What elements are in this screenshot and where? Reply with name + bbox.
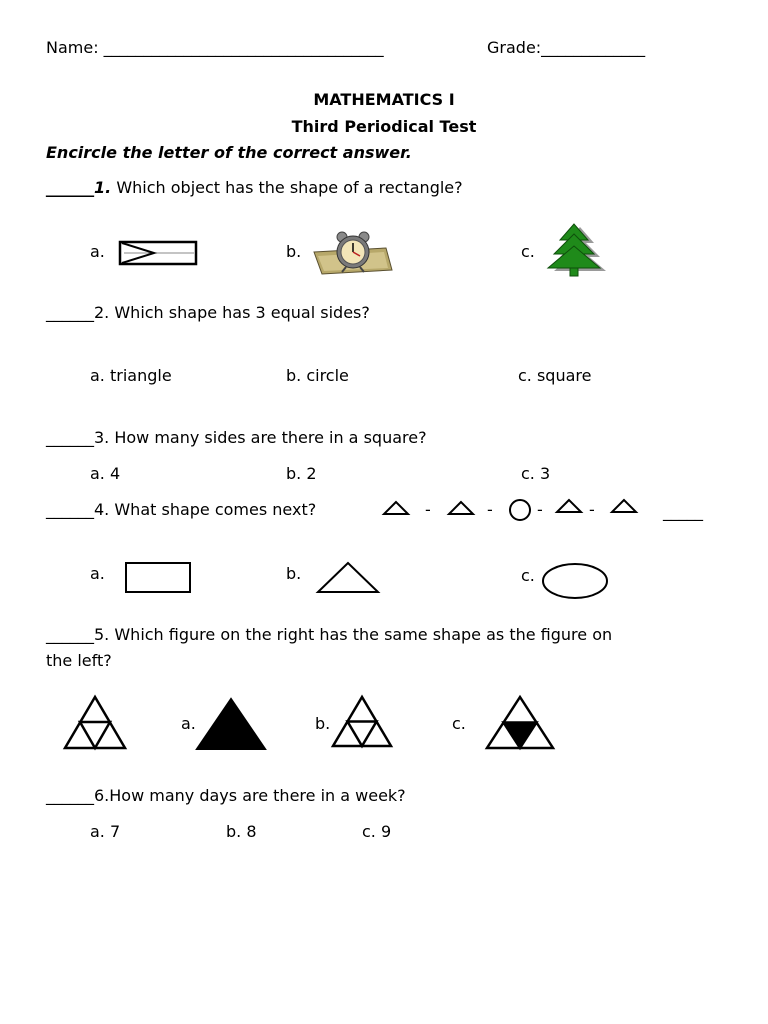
q3-choice-a: a. 4: [90, 464, 121, 483]
q6-choice-a: a. 7: [90, 822, 121, 841]
question-2-text: ______2. Which shape has 3 equal sides?: [46, 303, 370, 322]
q1-choice-c-letter: c.: [521, 242, 535, 261]
q6-choice-b: b. 8: [226, 822, 257, 841]
pine-tree-icon: [540, 222, 620, 280]
q5-choice-c-letter: c.: [452, 714, 466, 733]
q4-choice-a-letter: a.: [90, 564, 105, 583]
sequence-circle-icon: [507, 499, 533, 521]
question-6-text: ______6.How many days are there in a week?: [46, 786, 406, 805]
oval-icon: [540, 562, 612, 602]
sequence-separator: -: [425, 500, 431, 519]
q5-choice-a-letter: a.: [181, 714, 196, 733]
sequence-separator: -: [537, 500, 543, 519]
question-3-text: ______3. How many sides are there in a square?: [46, 428, 427, 447]
q1-choice-b-letter: b.: [286, 242, 302, 261]
q4-choice-b-letter: b.: [286, 564, 302, 583]
grade-field-label: Grade:_____________: [487, 38, 646, 57]
sequence-separator: -: [589, 500, 595, 519]
q2-choice-b: b. circle: [286, 366, 349, 385]
q3-choice-b: b. 2: [286, 464, 317, 483]
question-1: [46, 178, 463, 198]
triangle-of-triangles-icon: [330, 694, 396, 750]
answer-blank: _____: [663, 502, 703, 521]
instructions: Encircle the letter of the correct answer.: [46, 143, 412, 162]
page-title: MATHEMATICS I: [313, 90, 455, 109]
q4-choice-c-letter: c.: [521, 566, 535, 585]
question-5-text-line1: ______5. Which figure on the right has the same shape as the figure on: [46, 625, 613, 644]
sequence-triangle-icon: [382, 500, 410, 518]
rectangle-icon: [124, 561, 192, 595]
name-field-label: Name: ___________________________________: [46, 38, 384, 57]
sequence-triangle-icon: [447, 500, 475, 518]
rectangle-with-arrow-icon: [118, 239, 200, 267]
question-5-text-line2: the left?: [46, 651, 112, 670]
question-1-text: Which object has the shape of a rectangle?: [116, 178, 463, 197]
page-subtitle: Third Periodical Test: [291, 117, 477, 136]
q5-choice-b-letter: b.: [315, 714, 331, 733]
reference-triangle-figure-icon: [62, 694, 132, 752]
q6-choice-c: c. 9: [362, 822, 392, 841]
alarm-clock-icon: [312, 230, 394, 276]
triangle-icon: [314, 560, 382, 596]
question-4-text: ______4. What shape comes next?: [46, 500, 317, 519]
q3-choice-c: c. 3: [521, 464, 551, 483]
q2-choice-c: c. square: [518, 366, 592, 385]
sequence-triangle-icon: [610, 498, 638, 516]
q1-choice-a-letter: a.: [90, 242, 105, 261]
sequence-triangle-icon: [555, 498, 583, 516]
question-1-number: ______1.: [46, 178, 112, 197]
solid-triangle-icon: [194, 696, 268, 752]
triangle-with-filled-center-icon: [484, 694, 558, 752]
sequence-separator: -: [487, 500, 493, 519]
q2-choice-a: a. triangle: [90, 366, 172, 385]
